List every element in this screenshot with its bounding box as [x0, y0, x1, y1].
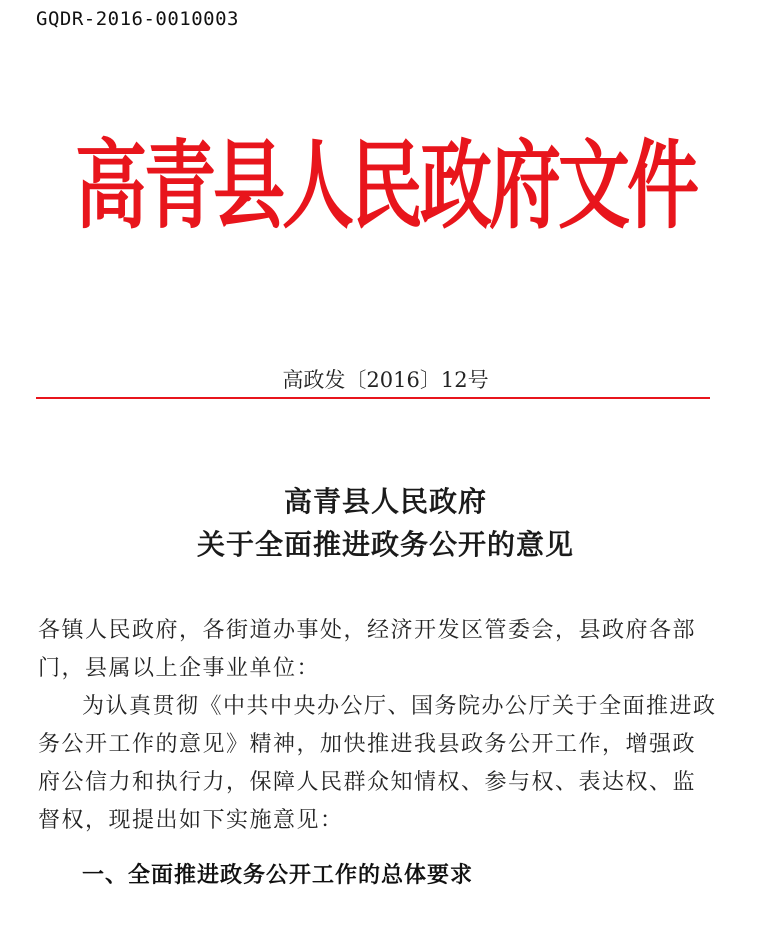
body-paragraph: 为认真贯彻《中共中央办公厅、国务院办公厅关于全面推进政务公开工作的意见》精神，加快推进我县政务公开工作，增强政府公信力和执行力，保障人民群众知情权、参与权、表达权、监督权，现提出如下实施意见： [38, 694, 717, 833]
section-heading: 一、全面推进政务公开工作的总体要求 [82, 863, 474, 888]
addressee-line: 各镇人民政府，各街道办事处，经济开发区管委会，县政府各部门，县属以上企事业单位： [38, 618, 697, 681]
document-code: GQDR-2016-0010003 [36, 8, 239, 30]
issue-number: 高政发〔2016〕12号 [282, 368, 489, 392]
document-title-line-2: 关于全面推进政务公开的意见 [196, 528, 574, 561]
document-body [38, 612, 718, 840]
red-divider [36, 397, 710, 399]
document-title-line-1: 高青县人民政府 [283, 485, 487, 518]
red-header-title: 高青县人民政府文件 [74, 130, 696, 242]
